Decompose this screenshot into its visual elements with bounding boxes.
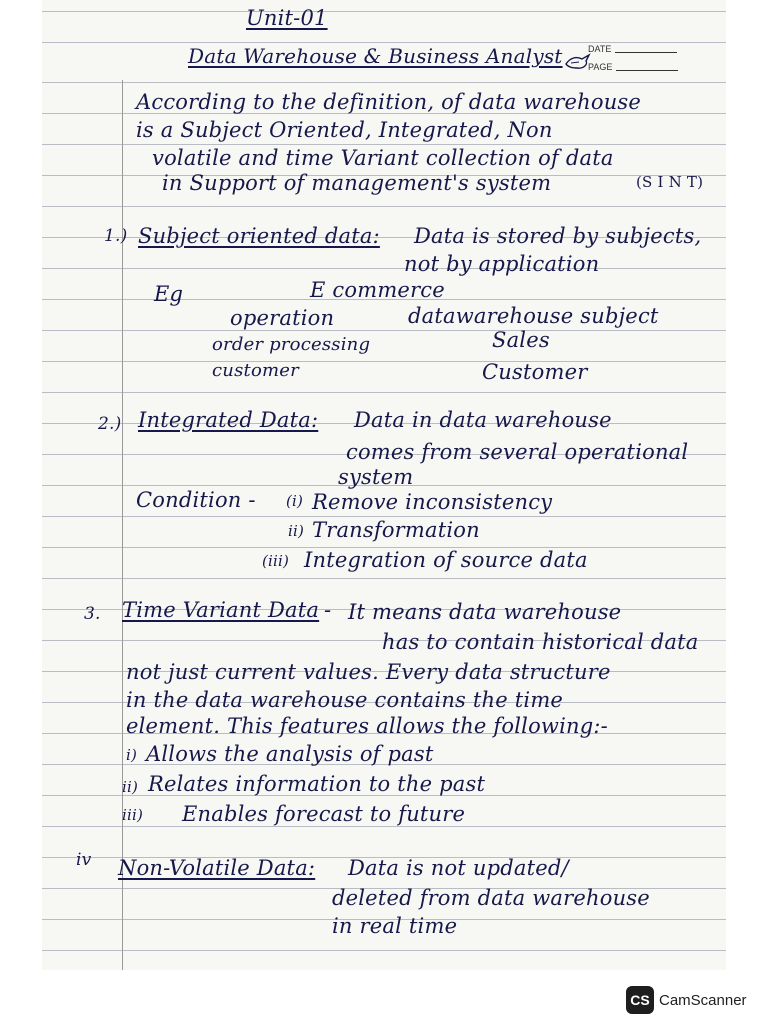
integrated-desc-1: Data in data warehouse	[354, 408, 612, 432]
section-3-number: 3.	[84, 604, 101, 624]
point-1-text: Allows the analysis of past	[146, 742, 434, 766]
point-3-text: Enables forecast to future	[182, 802, 466, 826]
integrated-desc-2: comes from several operational	[346, 440, 689, 464]
condition-1-number: (i)	[286, 492, 304, 510]
example-col1-row1: order processing	[212, 334, 371, 355]
time-variant-line-5: element. This features allows the following:-	[126, 714, 608, 738]
margin-line	[122, 80, 123, 970]
integrated-desc-3: system	[338, 465, 414, 489]
example-col2-row1: Sales	[492, 328, 550, 352]
date-label: DATE	[588, 44, 612, 54]
definition-line-1: According to the definition, of data warehouse	[136, 90, 642, 114]
example-col2-head: datawarehouse subject	[408, 304, 659, 328]
non-volatile-heading: Non-Volatile Data:	[118, 856, 316, 880]
point-2-text: Relates information to the past	[148, 772, 486, 796]
camscanner-logo-icon: CS	[626, 986, 654, 1014]
condition-label: Condition -	[136, 488, 256, 512]
time-variant-dash: -	[324, 598, 332, 622]
time-variant-heading: Time Variant Data	[122, 598, 320, 622]
subject-heading: Subject oriented data:	[138, 224, 380, 248]
camscanner-watermark	[626, 986, 747, 1014]
definition-line-3: volatile and time Variant collection of data	[152, 146, 614, 170]
example-col2-row2: Customer	[482, 360, 588, 384]
time-variant-line-3: not just current values. Every data structure	[126, 660, 611, 684]
non-volatile-line-3: in real time	[332, 914, 458, 938]
sint-acronym: (S I N T)	[636, 173, 704, 191]
non-volatile-line-1: Data is not updated/	[348, 856, 569, 880]
non-volatile-line-2: deleted from data warehouse	[332, 886, 650, 910]
point-1-number: i)	[126, 746, 138, 764]
section-1-number: 1.)	[104, 226, 128, 246]
subject-desc-1: Data is stored by subjects,	[414, 224, 702, 248]
definition-line-4: in Support of management's system	[162, 171, 552, 195]
condition-1-text: Remove inconsistency	[312, 490, 553, 514]
integrated-heading: Integrated Data:	[138, 408, 319, 432]
example-col1-head: operation	[230, 306, 335, 330]
notebook-page	[42, 0, 726, 970]
page-field	[588, 62, 678, 72]
eg-label: Eg	[154, 282, 184, 306]
example-col1-row2: customer	[212, 360, 299, 381]
ecommerce-label: E commerce	[310, 278, 445, 302]
time-variant-line-4: in the data warehouse contains the time	[126, 688, 564, 712]
condition-3-number: (iii)	[262, 552, 290, 570]
time-variant-line-1: It means data warehouse	[348, 600, 622, 624]
section-4-number: iv	[76, 850, 92, 870]
page-title: Data Warehouse & Business Analyst	[188, 44, 563, 68]
condition-2-text: Transformation	[312, 518, 480, 542]
section-2-number: 2.)	[98, 414, 122, 434]
condition-3-text: Integration of source data	[304, 548, 588, 572]
page-label: PAGE	[588, 62, 613, 72]
camscanner-text: CamScanner	[659, 991, 747, 1009]
unit-heading: Unit-01	[246, 6, 328, 30]
date-field	[588, 44, 677, 54]
subject-desc-2: not by application	[404, 252, 600, 276]
time-variant-line-2: has to contain historical data	[382, 630, 699, 654]
point-2-number: ii)	[122, 778, 139, 796]
definition-line-2: is a Subject Oriented, Integrated, Non	[136, 118, 553, 142]
point-3-number: iii)	[122, 806, 144, 824]
condition-2-number: ii)	[288, 522, 305, 540]
